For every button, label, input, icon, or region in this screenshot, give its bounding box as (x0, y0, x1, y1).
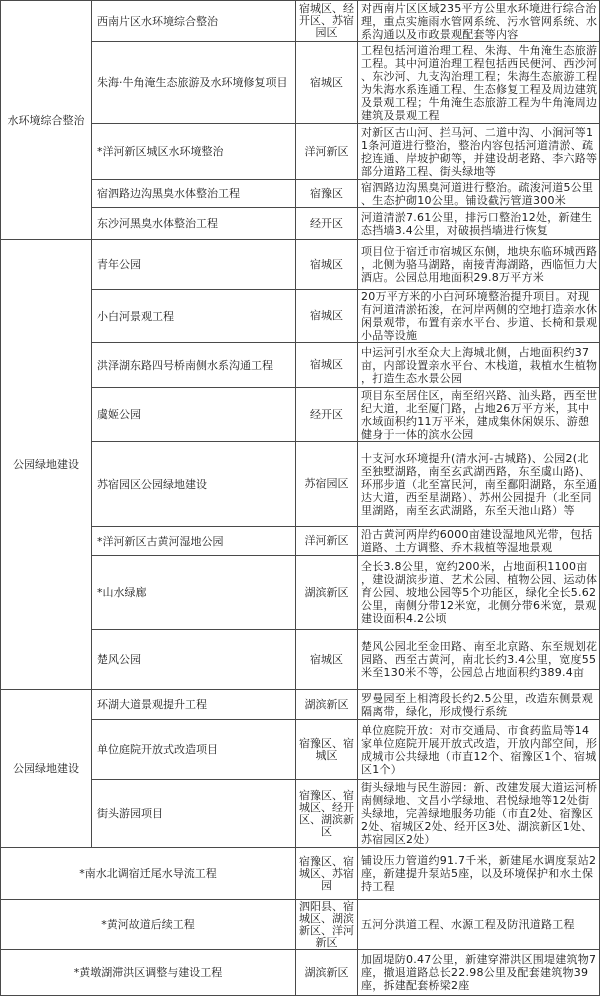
project-description: 罗曼园至上相湾段长约2.5公里，改造东侧景观隔离带，绿化，形成慢行系统 (358, 690, 600, 720)
project-district: 宿城区 (296, 240, 358, 290)
project-district: 湖滨新区 (296, 690, 358, 720)
project-district: 宿豫区 (296, 180, 358, 208)
project-description: 十支河水环境提升(清水河-古城路)、公园2(北至独墅湖路，南至玄武湖西路，东至虞山路)、环邢步道（北至富民河，南至鄱阳湖路，东至通达大道，西至星湖路）、苏州公园提升（北至同里湖路，南至玄武湖路，东至天池山路）等 (358, 442, 600, 527)
project-district: 经开区 (296, 208, 358, 240)
project-description: 项目东至居住区，南至绍兴路、汕头路，西至世纪大道，北至厦门路，占地26万平方米，其中水域面积约11万平米，建成集休闲娱乐、游憩健身于一体的滨水公园 (358, 388, 600, 442)
project-district: 湖滨新区 (296, 950, 358, 996)
project-name: 单位庭院开放式改造项目 (92, 720, 296, 780)
project-description: 对西南片区区域235平方公里水环境进行综合治理，重点实施雨水管网系统、污水管网系统、水系沟通以及市政景观配套等内容 (358, 1, 600, 42)
project-name: 西南片区水环境综合整治 (92, 1, 296, 42)
project-description: 对新区古山河、拦马河、二道中沟、小涧河等11条河道进行整治，整治内容包括河道清淤、疏挖连通、岸坡护砌等，并建设胡老路、李六路等部分道路工程、街头绿地等 (358, 124, 600, 180)
project-name: *南水北调宿迁尾水导流工程 (1, 848, 296, 900)
project-description: 中运河引水至众大上海城北侧，占地面积约37亩，内部设置亲水平台、木栈道，栽植水生植物，打造生态水景公园 (358, 343, 600, 388)
project-name: *黄墩湖滞洪区调整与建设工程 (1, 950, 296, 996)
project-district: 宿城区 (296, 290, 358, 343)
project-name: *洋河新区城区水环境整治 (92, 124, 296, 180)
category-cell: 公园绿地建设 (1, 240, 92, 690)
project-name: *洋河新区古黄河湿地公园 (92, 527, 296, 556)
project-description: 加固堤防0.47公里，新建穿滞洪区围堤建筑物7座，撤退道路总长22.98公里及配套建筑物39座，拆建配套桥梁2座 (358, 950, 600, 996)
project-description: 楚风公园北至金田路、南至北京路、东至规划花园路、西至古黄河，南北长约3.4公里，宽度55米至130米不等，公园总占地面积约389.4亩 (358, 630, 600, 690)
project-district: 洋河新区 (296, 124, 358, 180)
project-district: 宿城区、经开区、苏宿园区 (296, 1, 358, 42)
project-district: 宿豫区、宿城区 (296, 720, 358, 780)
project-description: 项目位于宿迁市宿城区东侧，地块东临环城西路，北侧为骆马湖路，南接青海湖路，西临恒力大酒店。公园总用地面积29.8万平方米 (358, 240, 600, 290)
project-district: 宿城区 (296, 343, 358, 388)
project-name: 苏宿园区公园绿地建设 (92, 442, 296, 527)
project-district: 洋河新区 (296, 527, 358, 556)
project-district: 宿豫区、宿城区、经开区、湖滨新区 (296, 780, 358, 848)
project-name: 朱海·牛角淹生态旅游及水环境修复项目 (92, 42, 296, 124)
project-description: 五河分洪道工程、水源工程及防汛道路工程 (358, 900, 600, 950)
project-name: *黄河故道后续工程 (1, 900, 296, 950)
project-district: 苏宿园区 (296, 442, 358, 527)
project-name: 宿泗路边沟黑臭水体整治工程 (92, 180, 296, 208)
project-district: 经开区 (296, 388, 358, 442)
category-cell: 水环境综合整治 (1, 1, 92, 240)
project-description: 工程包括河道治理工程、朱海、牛角淹生态旅游工程。其中河道治理工程包括西民便河、西沙河、东沙河、九支沟治理工程；朱海生态旅游工程为朱海水系连通工程、生态修复工程及周边建筑及景观工程；牛角淹生态旅游工程为牛角淹周边建筑及景观工程 (358, 42, 600, 124)
project-name: 环湖大道景观提升工程 (92, 690, 296, 720)
project-description: 河道清淤7.61公里，排污口整治12处，新建生态挡墙3.4公里，对破损挡墙进行恢复 (358, 208, 600, 240)
project-description: 20万平方米的小白河环境整治提升项目。对现有河道清淤拓浚，在河岸两侧的空地打造亲水休闲景观带，布置有亲水平台、步道、长椅和景观小品等设施 (358, 290, 600, 343)
project-district: 泗阳县、宿城区、湖滨新区、洋河新区 (296, 900, 358, 950)
project-name: 小白河景观工程 (92, 290, 296, 343)
project-name: 楚风公园 (92, 630, 296, 690)
project-description: 全长3.8公里，宽约200米，占地面积1100亩，建设湖滨步道、艺术公园、植物公园、运动体育公园、坡地公园等5个功能区，绿化全长5.62公里，南侧分带12米宽，北侧分带6米宽，景观建设面积4.2公顷 (358, 556, 600, 630)
project-name: 青年公园 (92, 240, 296, 290)
project-name: 洪泽湖东路四号桥南侧水系沟通工程 (92, 343, 296, 388)
project-description: 铺设压力管道约91.7千米，新建尾水调度泵站2座，新建提升泵站5座，以及环境保护和水土保持工程 (358, 848, 600, 900)
category-cell: 公园绿地建设 (1, 690, 92, 848)
project-district: 宿豫区、宿城区、苏宿园 (296, 848, 358, 900)
project-description: 宿泗路边沟黑臭河道进行整治。疏浚河道5公里、生态护砌10公里。铺设截污管道300米 (358, 180, 600, 208)
project-district: 宿城区 (296, 42, 358, 124)
project-district: 湖滨新区 (296, 556, 358, 630)
project-name: 虞姬公园 (92, 388, 296, 442)
project-name: 东沙河黑臭水体整治工程 (92, 208, 296, 240)
project-description: 沿古黄河两岸约6000亩建设湿地风光带，包括道路、土方调整、乔木栽植等湿地景观 (358, 527, 600, 556)
project-description: 单位庭院开放：对市交通局、市食药监局等14家单位庭院开展开放式改造，开放内部空间，形成城市公共绿地（市直12个、宿豫区1个、宿城区1个） (358, 720, 600, 780)
project-name: 街头游园项目 (92, 780, 296, 848)
project-district: 宿城区 (296, 630, 358, 690)
project-name: *山水绿廊 (92, 556, 296, 630)
project-description: 街头绿地与民生游园：新、改建发展大道运河桥南侧绿地、文昌小学绿地、君悦绿地等12处街头绿地，完善绿地服务功能（市直2处、宿豫区2处、宿城区2处、经开区3处、湖滨新区1处、苏宿园区2处） (358, 780, 600, 848)
